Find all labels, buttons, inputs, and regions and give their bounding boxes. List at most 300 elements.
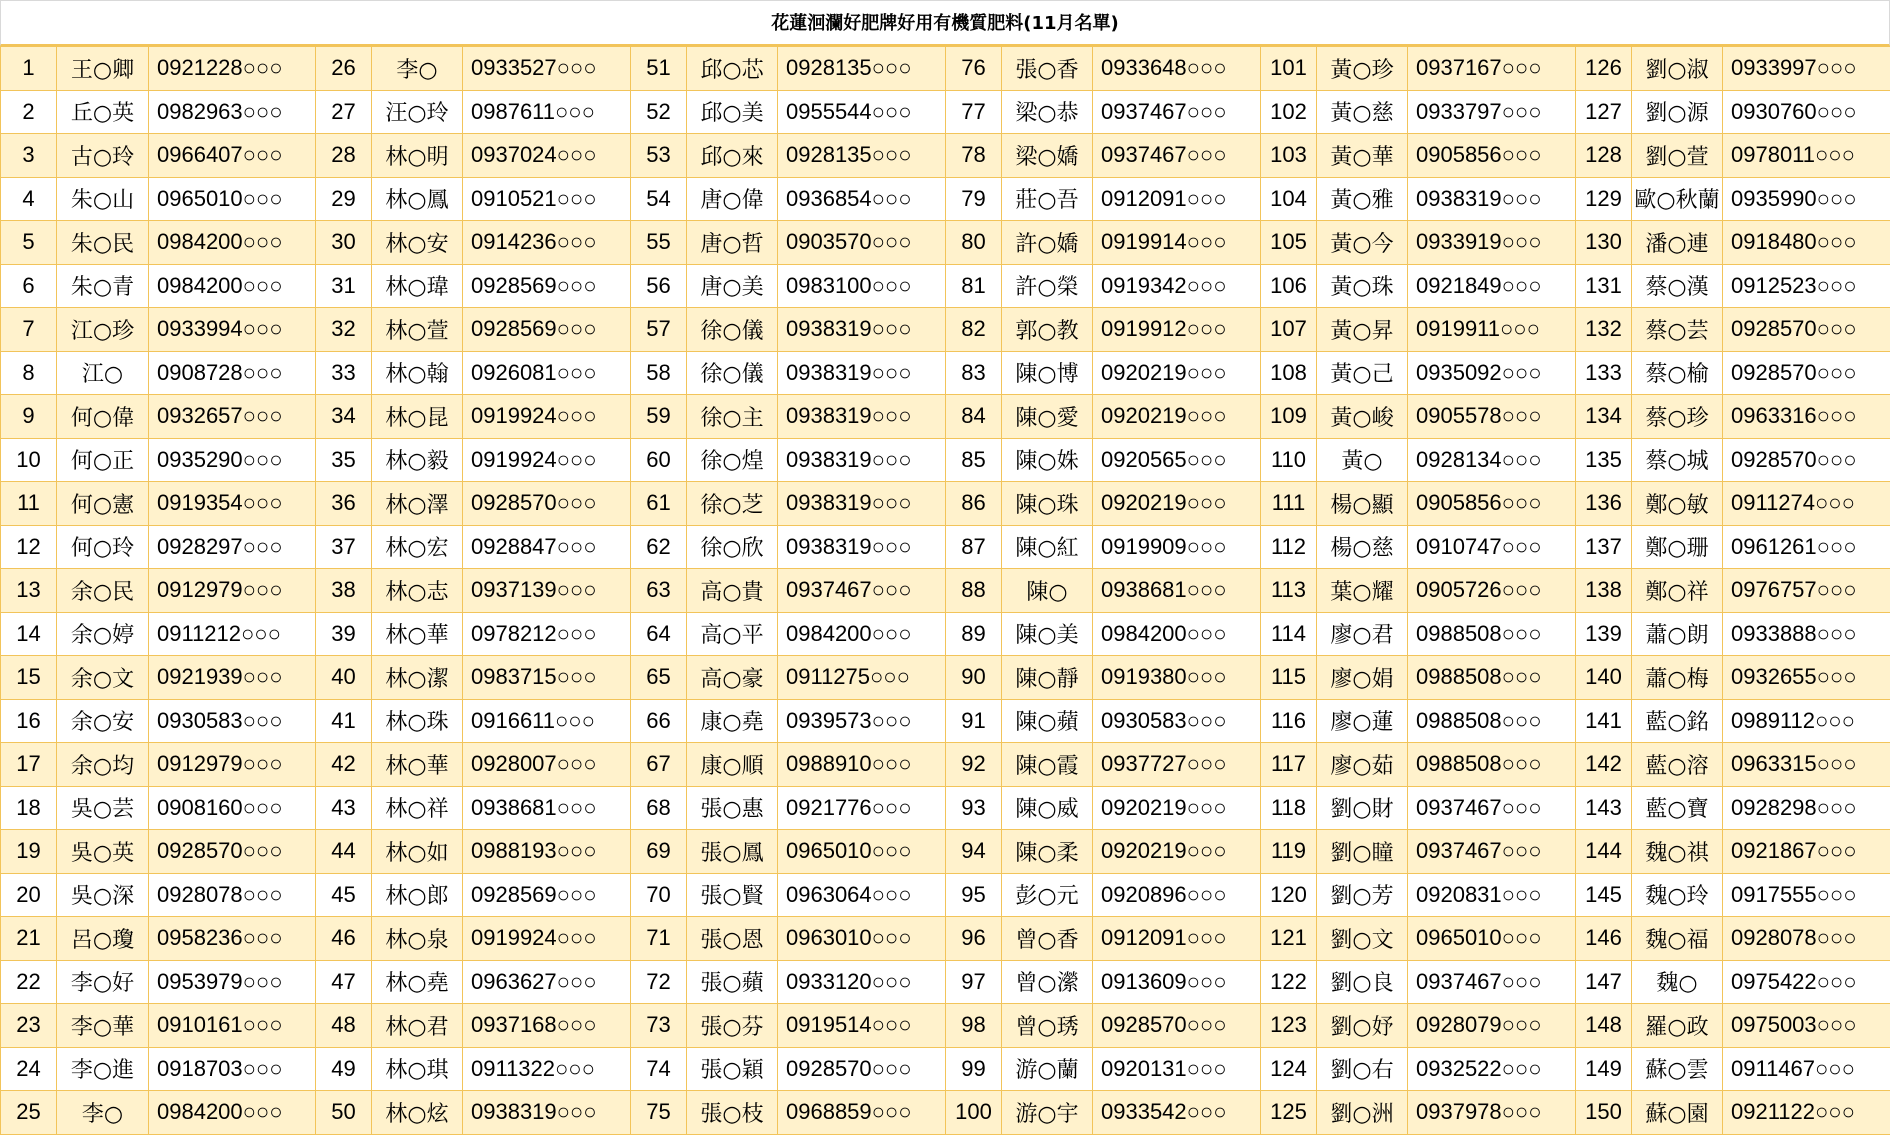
phone-number: 0989112○○○: [1723, 699, 1890, 743]
phone-number: 0955544○○○: [778, 90, 946, 134]
customer-name: 黃○華: [1317, 134, 1408, 178]
customer-name: 古○玲: [57, 134, 149, 178]
customer-name: 劉○淑: [1632, 47, 1723, 91]
phone-number: 0965010○○○: [778, 830, 946, 874]
customer-name: 徐○欣: [687, 525, 778, 569]
phone-number: 0975003○○○: [1723, 1004, 1890, 1048]
phone-number: 0963010○○○: [778, 917, 946, 961]
customer-name: 廖○蓮: [1317, 699, 1408, 743]
customer-name: 林○君: [372, 1004, 463, 1048]
customer-name: 藍○溶: [1632, 743, 1723, 787]
entry-number: 122: [1261, 960, 1317, 1004]
customer-name: 葉○耀: [1317, 569, 1408, 613]
entry-number: 97: [946, 960, 1002, 1004]
entry-number: 1: [1, 47, 57, 91]
phone-number: 0912979○○○: [149, 569, 316, 613]
phone-number: 0920896○○○: [1093, 873, 1261, 917]
phone-number: 0903570○○○: [778, 221, 946, 265]
customer-name: 林○琪: [372, 1047, 463, 1091]
phone-number: 0919342○○○: [1093, 264, 1261, 308]
entry-number: 120: [1261, 873, 1317, 917]
phone-number: 0919354○○○: [149, 482, 316, 526]
customer-name: 黃○慈: [1317, 90, 1408, 134]
phone-number: 0937467○○○: [1408, 830, 1576, 874]
entry-number: 53: [631, 134, 687, 178]
customer-name: 許○榮: [1002, 264, 1093, 308]
entry-number: 46: [316, 917, 372, 961]
entry-number: 123: [1261, 1004, 1317, 1048]
entry-number: 95: [946, 873, 1002, 917]
entry-number: 146: [1576, 917, 1632, 961]
customer-name: 廖○茹: [1317, 743, 1408, 787]
phone-number: 0911212○○○: [149, 612, 316, 656]
phone-number: 0933888○○○: [1723, 612, 1890, 656]
phone-number: 0911275○○○: [778, 656, 946, 700]
phone-number: 0913609○○○: [1093, 960, 1261, 1004]
phone-number: 0937139○○○: [463, 569, 631, 613]
entry-number: 61: [631, 482, 687, 526]
phone-number: 0961261○○○: [1723, 525, 1890, 569]
customer-name: 蘇○雲: [1632, 1047, 1723, 1091]
phone-number: 0938319○○○: [778, 482, 946, 526]
phone-number: 0937167○○○: [1408, 47, 1576, 91]
customer-name: 張○香: [1002, 47, 1093, 91]
entry-number: 89: [946, 612, 1002, 656]
entry-number: 26: [316, 47, 372, 91]
phone-number: 0928569○○○: [463, 264, 631, 308]
phone-number: 0988508○○○: [1408, 743, 1576, 787]
customer-name: 林○瑋: [372, 264, 463, 308]
customer-name: 黃○雅: [1317, 177, 1408, 221]
phone-number: 0933994○○○: [149, 308, 316, 352]
phone-number: 0912979○○○: [149, 743, 316, 787]
entry-number: 88: [946, 569, 1002, 613]
entry-number: 23: [1, 1004, 57, 1048]
entry-number: 145: [1576, 873, 1632, 917]
phone-number: 0937978○○○: [1408, 1091, 1576, 1135]
customer-name: 唐○偉: [687, 177, 778, 221]
phone-number: 0963315○○○: [1723, 743, 1890, 787]
entry-number: 22: [1, 960, 57, 1004]
entry-number: 67: [631, 743, 687, 787]
entry-number: 13: [1, 569, 57, 613]
entry-number: 7: [1, 308, 57, 352]
customer-name: 蔡○榆: [1632, 351, 1723, 395]
table-row: [1, 482, 1890, 526]
customer-name: 陳○珠: [1002, 482, 1093, 526]
customer-name: 楊○顯: [1317, 482, 1408, 526]
customer-name: 劉○良: [1317, 960, 1408, 1004]
customer-name: 陳○紅: [1002, 525, 1093, 569]
customer-name: 蕭○朗: [1632, 612, 1723, 656]
customer-name: 李○華: [57, 1004, 149, 1048]
table-row: [1, 830, 1890, 874]
phone-number: 0983715○○○: [463, 656, 631, 700]
entry-number: 56: [631, 264, 687, 308]
customer-name: 黃○昇: [1317, 308, 1408, 352]
table-row: [1, 308, 1890, 352]
phone-number: 0919909○○○: [1093, 525, 1261, 569]
phone-number: 0905856○○○: [1408, 482, 1576, 526]
entry-number: 108: [1261, 351, 1317, 395]
customer-name: 何○玲: [57, 525, 149, 569]
entry-number: 10: [1, 438, 57, 482]
entry-number: 14: [1, 612, 57, 656]
phone-number: 0933527○○○: [463, 47, 631, 91]
phone-number: 0928570○○○: [1723, 351, 1890, 395]
phone-number: 0928135○○○: [778, 134, 946, 178]
phone-number: 0937467○○○: [1093, 90, 1261, 134]
customer-name: 張○蘋: [687, 960, 778, 1004]
entry-number: 140: [1576, 656, 1632, 700]
entry-number: 117: [1261, 743, 1317, 787]
customer-name: 林○鳳: [372, 177, 463, 221]
entry-number: 75: [631, 1091, 687, 1135]
phone-number: 0921228○○○: [149, 47, 316, 91]
phone-number: 0928079○○○: [1408, 1004, 1576, 1048]
customer-name: 黃○珍: [1317, 47, 1408, 91]
phone-number: 0914236○○○: [463, 221, 631, 265]
customer-name: 鄭○敏: [1632, 482, 1723, 526]
phone-number: 0921939○○○: [149, 656, 316, 700]
customer-name: 曾○琇: [1002, 1004, 1093, 1048]
phone-number: 0937467○○○: [1408, 786, 1576, 830]
phone-number: 0928847○○○: [463, 525, 631, 569]
phone-number: 0920131○○○: [1093, 1047, 1261, 1091]
entry-number: 35: [316, 438, 372, 482]
entry-number: 116: [1261, 699, 1317, 743]
entry-number: 42: [316, 743, 372, 787]
customer-name: 吳○芸: [57, 786, 149, 830]
phone-number: 0937467○○○: [1093, 134, 1261, 178]
entry-number: 136: [1576, 482, 1632, 526]
phone-number: 0933919○○○: [1408, 221, 1576, 265]
entry-number: 132: [1576, 308, 1632, 352]
entry-number: 66: [631, 699, 687, 743]
entry-number: 12: [1, 525, 57, 569]
phone-number: 0920219○○○: [1093, 786, 1261, 830]
table-row: [1, 221, 1890, 265]
phone-number: 0984200○○○: [149, 264, 316, 308]
customer-name: 林○昆: [372, 395, 463, 439]
entry-number: 94: [946, 830, 1002, 874]
phone-number: 0912091○○○: [1093, 177, 1261, 221]
entry-number: 54: [631, 177, 687, 221]
entry-number: 150: [1576, 1091, 1632, 1135]
phone-number: 0938319○○○: [778, 308, 946, 352]
customer-name: 劉○妤: [1317, 1004, 1408, 1048]
entry-number: 86: [946, 482, 1002, 526]
customer-name: 陳○美: [1002, 612, 1093, 656]
phone-number: 0919912○○○: [1093, 308, 1261, 352]
customer-name: 蔡○漢: [1632, 264, 1723, 308]
phone-number: 0910161○○○: [149, 1004, 316, 1048]
entry-number: 98: [946, 1004, 1002, 1048]
entry-number: 113: [1261, 569, 1317, 613]
entry-number: 93: [946, 786, 1002, 830]
phone-number: 0908160○○○: [149, 786, 316, 830]
entry-number: 92: [946, 743, 1002, 787]
customer-name: 江○珍: [57, 308, 149, 352]
customer-name: 劉○右: [1317, 1047, 1408, 1091]
customer-name: 徐○煌: [687, 438, 778, 482]
customer-name: 徐○儀: [687, 308, 778, 352]
entry-number: 32: [316, 308, 372, 352]
customer-name: 林○華: [372, 743, 463, 787]
customer-name: 蔡○城: [1632, 438, 1723, 482]
entry-number: 65: [631, 656, 687, 700]
entry-number: 36: [316, 482, 372, 526]
customer-name: 張○賢: [687, 873, 778, 917]
customer-name: 高○貴: [687, 569, 778, 613]
customer-name: 汪○玲: [372, 90, 463, 134]
phone-number: 0938681○○○: [463, 786, 631, 830]
customer-name: 藍○寶: [1632, 786, 1723, 830]
phone-number: 0919914○○○: [1093, 221, 1261, 265]
phone-number: 0987611○○○: [463, 90, 631, 134]
entry-number: 103: [1261, 134, 1317, 178]
customer-name: 徐○儀: [687, 351, 778, 395]
customer-name: 林○祥: [372, 786, 463, 830]
entry-number: 37: [316, 525, 372, 569]
customer-name: 康○順: [687, 743, 778, 787]
phone-number: 0975422○○○: [1723, 960, 1890, 1004]
phone-number: 0983100○○○: [778, 264, 946, 308]
customer-name: 余○文: [57, 656, 149, 700]
entry-number: 52: [631, 90, 687, 134]
phone-number: 0933120○○○: [778, 960, 946, 1004]
phone-number: 0919911○○○: [1408, 308, 1576, 352]
entry-number: 40: [316, 656, 372, 700]
phone-number: 0918703○○○: [149, 1047, 316, 1091]
phone-number: 0928297○○○: [149, 525, 316, 569]
phone-number: 0928570○○○: [1723, 438, 1890, 482]
entry-number: 30: [316, 221, 372, 265]
customer-name: 林○如: [372, 830, 463, 874]
customer-name: 許○嬌: [1002, 221, 1093, 265]
customer-name: 余○均: [57, 743, 149, 787]
entry-number: 78: [946, 134, 1002, 178]
customer-name: 吳○英: [57, 830, 149, 874]
phone-number: 0919924○○○: [463, 438, 631, 482]
phone-number: 0908728○○○: [149, 351, 316, 395]
customer-name: 邱○來: [687, 134, 778, 178]
customer-name: 林○翰: [372, 351, 463, 395]
customer-name: 陳○博: [1002, 351, 1093, 395]
entry-number: 45: [316, 873, 372, 917]
entry-number: 60: [631, 438, 687, 482]
table-row: [1, 177, 1890, 221]
phone-number: 0966407○○○: [149, 134, 316, 178]
customer-name: 張○芬: [687, 1004, 778, 1048]
entry-number: 81: [946, 264, 1002, 308]
entry-number: 135: [1576, 438, 1632, 482]
customer-name: 劉○洲: [1317, 1091, 1408, 1135]
entry-number: 73: [631, 1004, 687, 1048]
table-row: [1, 917, 1890, 961]
phone-number: 0928135○○○: [778, 47, 946, 91]
customer-name: 梁○恭: [1002, 90, 1093, 134]
phone-number: 0965010○○○: [149, 177, 316, 221]
table-row: [1, 960, 1890, 1004]
customer-name: 黃○珠: [1317, 264, 1408, 308]
customer-name: 余○民: [57, 569, 149, 613]
phone-number: 0921776○○○: [778, 786, 946, 830]
phone-number: 0933997○○○: [1723, 47, 1890, 91]
customer-name: 呂○瓊: [57, 917, 149, 961]
customer-name: 羅○政: [1632, 1004, 1723, 1048]
customer-name: 李○好: [57, 960, 149, 1004]
customer-name: 高○豪: [687, 656, 778, 700]
customer-name: 劉○財: [1317, 786, 1408, 830]
customer-name: 李○: [57, 1091, 149, 1135]
customer-name: 陳○: [1002, 569, 1093, 613]
phone-number: 0928007○○○: [463, 743, 631, 787]
entry-number: 34: [316, 395, 372, 439]
phone-number: 0937467○○○: [1408, 960, 1576, 1004]
customer-name: 唐○美: [687, 264, 778, 308]
entry-number: 96: [946, 917, 1002, 961]
customer-name: 朱○民: [57, 221, 149, 265]
customer-name: 劉○瞳: [1317, 830, 1408, 874]
entry-number: 49: [316, 1047, 372, 1091]
phone-number: 0928570○○○: [463, 482, 631, 526]
phone-number: 0988508○○○: [1408, 699, 1576, 743]
phone-number: 0933648○○○: [1093, 47, 1261, 91]
entry-number: 130: [1576, 221, 1632, 265]
customer-name: 張○穎: [687, 1047, 778, 1091]
phone-number: 0930583○○○: [1093, 699, 1261, 743]
entry-number: 82: [946, 308, 1002, 352]
entry-number: 59: [631, 395, 687, 439]
customer-name: 何○憲: [57, 482, 149, 526]
phone-number: 0965010○○○: [1408, 917, 1576, 961]
customer-name: 陳○霞: [1002, 743, 1093, 787]
entry-number: 91: [946, 699, 1002, 743]
phone-number: 0932522○○○: [1408, 1047, 1576, 1091]
phone-number: 0984200○○○: [778, 612, 946, 656]
entry-number: 77: [946, 90, 1002, 134]
phone-number: 0905726○○○: [1408, 569, 1576, 613]
phone-number: 0988193○○○: [463, 830, 631, 874]
entry-number: 63: [631, 569, 687, 613]
phone-number: 0938319○○○: [463, 1091, 631, 1135]
phone-number: 0910747○○○: [1408, 525, 1576, 569]
phone-number: 0928078○○○: [1723, 917, 1890, 961]
entry-number: 51: [631, 47, 687, 91]
entry-number: 21: [1, 917, 57, 961]
customer-name: 邱○美: [687, 90, 778, 134]
entry-number: 24: [1, 1047, 57, 1091]
entry-number: 29: [316, 177, 372, 221]
customer-name: 林○炫: [372, 1091, 463, 1135]
entry-number: 138: [1576, 569, 1632, 613]
entry-number: 15: [1, 656, 57, 700]
customer-name: 邱○芯: [687, 47, 778, 91]
table-row: [1, 525, 1890, 569]
customer-name: 林○志: [372, 569, 463, 613]
customer-name: 游○蘭: [1002, 1047, 1093, 1091]
customer-name: 張○惠: [687, 786, 778, 830]
customer-name: 鄭○祥: [1632, 569, 1723, 613]
phone-number: 0938319○○○: [1408, 177, 1576, 221]
entry-number: 2: [1, 90, 57, 134]
entry-number: 128: [1576, 134, 1632, 178]
table-row: [1, 1091, 1890, 1135]
customer-name: 廖○娟: [1317, 656, 1408, 700]
phone-number: 0911467○○○: [1723, 1047, 1890, 1091]
customer-name: 魏○玲: [1632, 873, 1723, 917]
entry-number: 25: [1, 1091, 57, 1135]
customer-name: 李○進: [57, 1047, 149, 1091]
phone-number: 0932655○○○: [1723, 656, 1890, 700]
phone-number: 0963064○○○: [778, 873, 946, 917]
phone-number: 0938319○○○: [778, 525, 946, 569]
customer-name: 蔡○珍: [1632, 395, 1723, 439]
phone-number: 0932657○○○: [149, 395, 316, 439]
phone-number: 0921122○○○: [1723, 1091, 1890, 1135]
entry-number: 106: [1261, 264, 1317, 308]
entry-number: 124: [1261, 1047, 1317, 1091]
entry-number: 149: [1576, 1047, 1632, 1091]
customer-name: 劉○源: [1632, 90, 1723, 134]
customer-name: 張○枝: [687, 1091, 778, 1135]
table-row: [1, 786, 1890, 830]
entry-number: 111: [1261, 482, 1317, 526]
customer-name: 藍○銘: [1632, 699, 1723, 743]
customer-name: 曾○瀠: [1002, 960, 1093, 1004]
phone-number: 0937168○○○: [463, 1004, 631, 1048]
table-row: [1, 1004, 1890, 1048]
entry-number: 4: [1, 177, 57, 221]
entry-number: 147: [1576, 960, 1632, 1004]
phone-number: 0919924○○○: [463, 917, 631, 961]
customer-name: 林○萱: [372, 308, 463, 352]
phone-number: 0928078○○○: [149, 873, 316, 917]
phone-number: 0920219○○○: [1093, 351, 1261, 395]
entry-number: 110: [1261, 438, 1317, 482]
phone-number: 0933542○○○: [1093, 1091, 1261, 1135]
customer-name: 林○郎: [372, 873, 463, 917]
entry-number: 8: [1, 351, 57, 395]
entry-number: 33: [316, 351, 372, 395]
phone-number: 0988508○○○: [1408, 656, 1576, 700]
entry-number: 142: [1576, 743, 1632, 787]
phone-number: 0937024○○○: [463, 134, 631, 178]
entry-number: 55: [631, 221, 687, 265]
phone-number: 0919514○○○: [778, 1004, 946, 1048]
customer-name: 何○正: [57, 438, 149, 482]
customer-name: 黃○今: [1317, 221, 1408, 265]
phone-number: 0905578○○○: [1408, 395, 1576, 439]
table-row: [1, 47, 1890, 91]
table-row: [1, 351, 1890, 395]
entry-number: 57: [631, 308, 687, 352]
entry-number: 11: [1, 482, 57, 526]
customer-name: 唐○哲: [687, 221, 778, 265]
customer-name: 何○偉: [57, 395, 149, 439]
table-row: [1, 1047, 1890, 1091]
entry-number: 139: [1576, 612, 1632, 656]
customer-name: 陳○姝: [1002, 438, 1093, 482]
entry-number: 6: [1, 264, 57, 308]
entry-number: 68: [631, 786, 687, 830]
entry-number: 76: [946, 47, 1002, 91]
entry-number: 107: [1261, 308, 1317, 352]
phone-number: 0938319○○○: [778, 438, 946, 482]
customer-name: 徐○芝: [687, 482, 778, 526]
phone-number: 0935092○○○: [1408, 351, 1576, 395]
